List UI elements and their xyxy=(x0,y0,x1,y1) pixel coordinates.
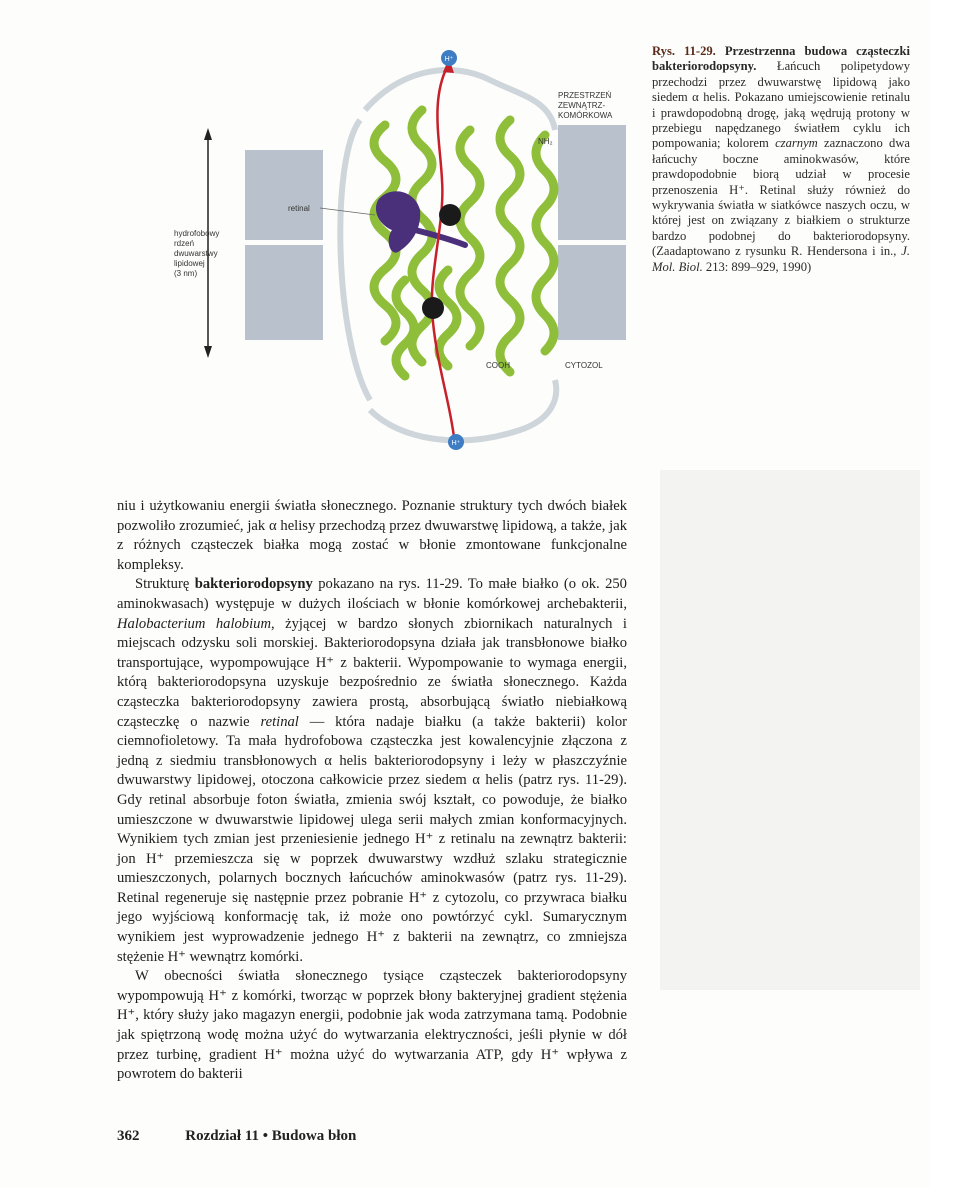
core-label-1: hydrofobowy xyxy=(174,229,220,238)
caption-italic: czarnym xyxy=(775,136,818,151)
body-text xyxy=(117,497,627,1085)
side-chain-lower xyxy=(422,297,444,319)
chapter-title: Budowa błon xyxy=(271,1128,357,1144)
caption-text-2: zaznaczono dwa łańcuchy boczne aminokwasów, które prawdopodobnie biorą udział w procesie przenoszenia H⁺. Retinal służy również do wykrywania światła w siatkówce naszych oczu, w której jest on związany z białkiem o strukturze bardzo podobnej do bakteriorodopsyny. (Zaadaptowano z rysunku R. Hendersona i in., xyxy=(652,136,911,259)
cytosol-label: CYTOZOL xyxy=(565,361,603,370)
proton-path xyxy=(432,65,455,445)
p2-c: , żyjącej w bardzo słonych zbiornikach naturalnych i miejscach odzysku soli morskiej. Bakteriorodopsyna działa jak transbłonowe białko transportujące, wypompowujące H⁺ z bakterii. Wypompowanie to wymaga energii, którą bakteriorodopsyna uzyskuje bezpośrednio ze światła słonecznego. Każda cząsteczka bakteriorodopsyny zawiera prostą, absorbującą światło niebiałkową cząsteczkę o nazwie xyxy=(117,615,627,730)
bleed-through xyxy=(660,470,920,990)
term-retinal: retinal xyxy=(260,713,299,730)
species-name: Halobacterium halobium xyxy=(117,615,271,632)
membrane-block-right-top xyxy=(558,125,626,240)
side-chain-upper xyxy=(439,204,461,226)
thickness-arrow-head-bottom xyxy=(204,346,212,358)
retinal-pointer xyxy=(320,208,375,215)
paragraph-3: W obecności światła słonecznego tysiące cząsteczek bakteriorodopsyny wypompowują H⁺ z komórki, tworząc w poprzek błony bakteryjnej gradient stężenia H⁺, który służy jako magazyn energii, podobnie jak woda zatrzymana tamą. Podobnie jak spiętrzoną wodę można użyć do wytwarzania elektryczności, jeśli płynie w dół przez turbinę, gradient H⁺ można użyć do wytwarzania ATP, gdy H⁺ wpływa z powrotem do bakterii xyxy=(117,968,627,1083)
figure-number: Rys. 11-29. xyxy=(652,44,716,58)
chapter-label: Rozdział 11 xyxy=(185,1128,259,1144)
core-label-2: rdzeń xyxy=(174,239,195,248)
proton-top-label: H⁺ xyxy=(444,56,454,63)
retinal-label: retinal xyxy=(288,204,310,213)
membrane-block-right-bottom xyxy=(558,245,626,340)
caption-text: Łańcuch polipetydowy przechodzi przez dwuwarstwę lipidową jako siedem α helis. Pokazano umiejscowienie retinalu i prawdopodobną drogę, jaką wędrują protony w przebiegu napędzanego światłem cyklu ich pompowania; kolorem xyxy=(652,59,910,151)
helix-4 xyxy=(500,120,520,372)
p2-b: pokazano na rys. 11-29. To małe białko (o ok. 250 aminokwasach) występuje w dużych ilościach w błonie komórkowej archebakterii, xyxy=(117,576,627,612)
extracellular-label-1: PRZESTRZEŃ xyxy=(558,91,612,100)
paragraph-1: niu i użytkowaniu energii światła słonecznego. Poznanie struktury tych dwóch białek pozwoliło zrozumieć, jak α helisy przechodzą przez dwuwarstwę lipidową, a także, jak z różnych cząsteczek białka mogą zostać w błonie zmontowane funkcjonalne kompleksy. xyxy=(117,498,627,573)
helix-6 xyxy=(439,270,457,366)
figure-caption xyxy=(652,44,910,275)
nh2-label: NH₂ xyxy=(538,137,553,146)
helix-3 xyxy=(460,130,480,346)
page-footer xyxy=(117,1128,356,1145)
membrane-block-left-top xyxy=(245,150,323,240)
extracellular-label-2: ZEWNĄTRZ- xyxy=(558,101,606,110)
p2-d: — która nadaje białku (a także bakterii) kolor ciemnofioletowy. Ta mała hydrofobowa cząsteczka jest kowalencyjnie złączona z jedną z siedmiu transbłonowych α helis bakteriorodopsyny i leży w płaszczyźnie dwuwarstwy lipidowej, otoczona całkowicie przez siedem α helis (patrz rys. 11-29). Gdy retinal absorbuje foton światła, zmienia swój kształt, co powoduje, że białko umieszczone w dwuwarstwie lipidowej ulega serii małych zmian konformacyjnych. Wynikiem tych zmian jest przeniesienie jednego H⁺ z retinalu na zewnątrz bakterii: jon H⁺ przemieszcza się w poprzek dwuwarstwy wzdłuż szlaku strategicznie umieszczonych, polarnych bocznych łańcuchów aminokwasów (patrz rys. 11-29). Retinal regeneruje się następnie przez pobranie H⁺ z cytozolu, co przywraca białku jego wyjściową konformację tak, iż może ono powtórzyć cykl. Sumarycznym wynikiem jest wyprowadzenie jednego H⁺ z bakterii na zewnątrz, co zmniejsza stężenie H⁺ wewnątrz komórki. xyxy=(117,713,627,965)
figure-title: Przestrzenna budowa cząsteczki bakteriorodopsyny. xyxy=(652,44,910,74)
footer-bullet: • xyxy=(262,1128,269,1144)
membrane-block-left-bottom xyxy=(245,245,323,340)
caption-journal: J. Mol. Biol. xyxy=(652,244,910,274)
page-margin-right xyxy=(930,0,972,1188)
core-label-4: lipidowej xyxy=(174,259,205,268)
extracellular-label-3: KOMÓRKOWA xyxy=(558,111,613,120)
p2-a: Strukturę xyxy=(135,576,190,593)
paragraph-2 xyxy=(117,575,627,967)
bacteriorhodopsin-figure xyxy=(160,40,640,480)
term-bacteriorhodopsin: bakteriorodopsyny xyxy=(194,576,313,593)
cooh-label: COOH xyxy=(486,361,510,370)
peptide-loops xyxy=(340,70,556,440)
core-label-5: (3 nm) xyxy=(174,269,198,278)
thickness-arrow-head-top xyxy=(204,128,212,140)
helix-5 xyxy=(536,135,554,351)
core-label-3: dwuwarstwy xyxy=(174,249,218,258)
retinal-molecule xyxy=(376,191,420,252)
caption-ref: 213: 899–929, 1990) xyxy=(705,259,812,274)
proton-bottom-label: H⁺ xyxy=(451,440,461,447)
page-number: 362 xyxy=(117,1128,140,1144)
